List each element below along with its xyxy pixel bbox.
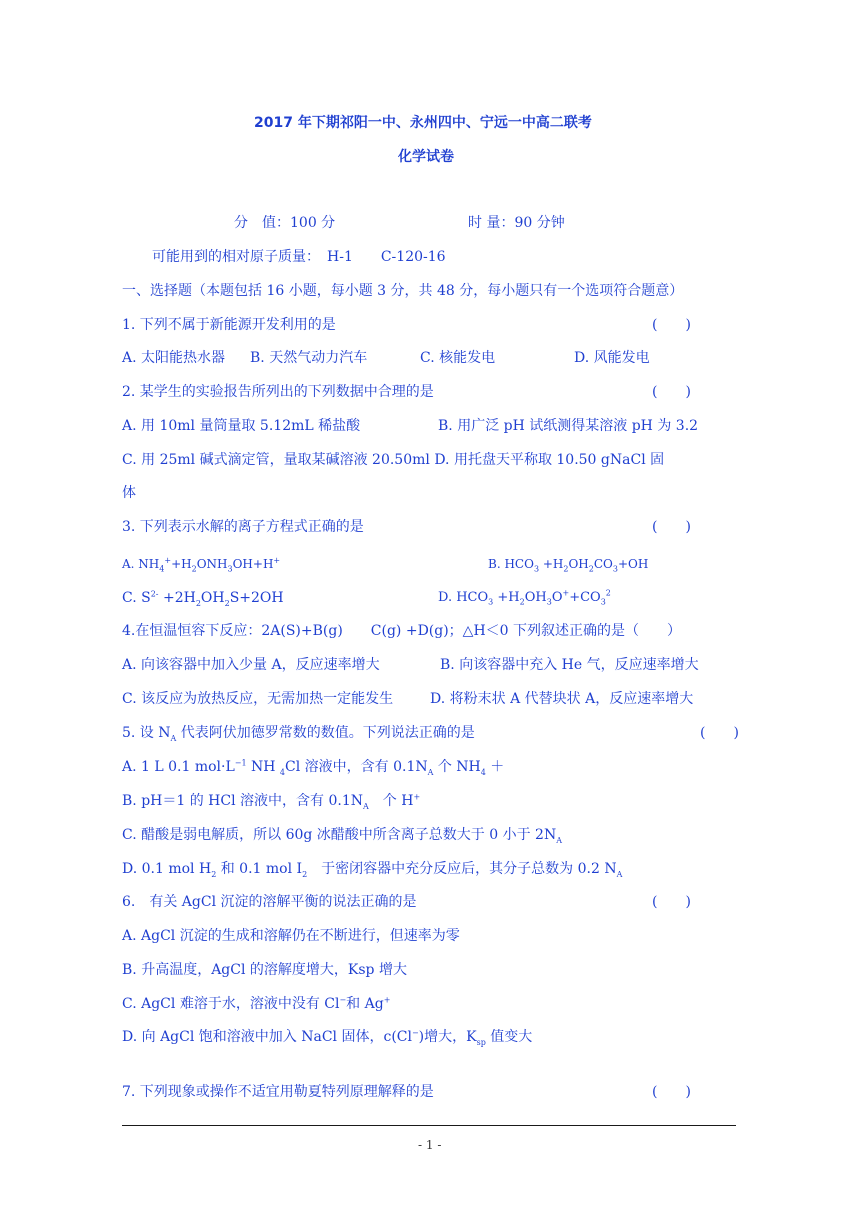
subscript: 2	[191, 564, 197, 574]
q3-option-a	[122, 555, 280, 573]
atomic-mass-info: 可能用到的相对原子质量： H-1 C-120-16	[152, 249, 446, 265]
equation-text: +H	[171, 557, 192, 571]
equation-text: O	[551, 590, 563, 605]
q3-option-b	[488, 555, 648, 573]
equation-text: S+2OH	[229, 590, 284, 606]
option-text: D. 向 AgCl 饱和溶液中加入 NaCl 固体，c(Cl	[122, 1029, 412, 1045]
equation-text: CO	[593, 557, 613, 571]
subscript: sp	[476, 1037, 486, 1047]
equation-text: +H	[493, 590, 520, 605]
question-6-stem: 6. 有关 AgCl 沉淀的溶解平衡的说法正确的是	[122, 894, 417, 910]
score-info: 分 值：100 分	[234, 215, 336, 231]
subscript: 3	[546, 597, 552, 607]
q5-option-b	[122, 792, 420, 810]
subscript: A	[616, 869, 623, 879]
page-number: - 1 -	[418, 1138, 442, 1152]
question-1-stem: 1. 下列不属于新能源开发利用的是	[122, 317, 336, 333]
subscript: 3	[227, 564, 233, 574]
superscript: −1	[234, 758, 247, 768]
q5-option-a	[122, 758, 504, 776]
answer-bracket: ( )	[652, 894, 691, 910]
subscript: 2	[563, 564, 569, 574]
equation-text: A. NH	[122, 557, 160, 571]
superscript: 2-	[150, 589, 159, 599]
exam-subtitle: 化学试卷	[398, 149, 454, 165]
option-text: NH	[246, 759, 280, 775]
question-7-stem: 7. 下列现象或操作不适宜用勒夏特列原理解释的是	[122, 1084, 434, 1100]
subscript: A	[556, 835, 562, 845]
superscript: +	[273, 556, 281, 565]
option-text: )增大，K	[418, 1029, 477, 1045]
q2-option-b: B. 用广泛 pH 试纸测得某溶液 pH 为 3.2	[438, 418, 699, 434]
subscript: 3	[612, 564, 618, 574]
equation-text: B. HCO	[488, 557, 534, 571]
option-text: 个 NH	[433, 759, 481, 775]
q2-option-cd: C. 用 25ml 碱式滴定管，量取某碱溶液 20.50ml D. 用托盘天平称取 10.50 gNaCl 固	[122, 452, 665, 468]
q4-option-c: C. 该反应为放热反应，无需加热一定能发生	[122, 691, 394, 707]
q6-option-b: B. 升高温度，AgCl 的溶解度增大，Ksp 增大	[122, 962, 407, 978]
stem-text: 5. 设 N	[122, 725, 171, 741]
equation-text: OH	[200, 590, 225, 606]
option-text: 值变大	[485, 1029, 533, 1045]
q5-option-c	[122, 826, 562, 844]
subscript: 2	[195, 598, 201, 608]
equation-text: +OH	[618, 557, 649, 571]
answer-bracket: ( )	[700, 725, 739, 741]
q6-option-d	[122, 1028, 532, 1046]
q3-option-c	[122, 589, 284, 607]
question-5-stem	[122, 724, 475, 742]
option-text: D. 0.1 mol H	[122, 861, 212, 877]
q1-option-d: D. 风能发电	[574, 350, 650, 366]
equation-text: OH	[568, 557, 589, 571]
footer-divider	[122, 1125, 736, 1126]
option-text: B. pH＝1 的 HCl 溶液中，含有 0.1N	[122, 793, 363, 809]
q1-option-c: C. 核能发电	[420, 350, 496, 366]
superscript: +	[562, 588, 570, 598]
question-4-stem: 4.在恒温恒容下反应：2A(S)+B(g) C(g) +D(g)；△H＜0 下列叙述正确的是（ ）	[122, 623, 682, 639]
equation-text: ONH	[196, 557, 228, 571]
subscript: 2	[302, 869, 308, 879]
subscript: A	[427, 767, 434, 777]
q3-option-d	[438, 589, 611, 607]
q5-option-d	[122, 860, 622, 878]
subscript: 2	[224, 598, 230, 608]
option-text: Cl 溶液中，含有 0.1N	[285, 759, 428, 775]
equation-text: +CO	[569, 590, 601, 605]
section-heading: 一、选择题（本题包括 16 小题，每小题 3 分，共 48 分，每小题只有一个选项符合题意）	[122, 283, 684, 299]
subscript: 2	[588, 564, 594, 574]
equation-text: D. HCO	[438, 590, 489, 605]
superscript: 2	[605, 588, 611, 598]
question-3-stem: 3. 下列表示水解的离子方程式正确的是	[122, 519, 364, 535]
q1-option-b: B. 天然气动力汽车	[250, 350, 368, 366]
subscript: A	[362, 801, 369, 811]
superscript: +	[164, 556, 172, 565]
option-text: 个 H	[368, 793, 414, 809]
answer-bracket: ( )	[652, 317, 691, 333]
q6-option-c	[122, 995, 390, 1013]
option-text: ＋	[485, 759, 505, 775]
subscript: A	[170, 733, 177, 743]
equation-text: C. S	[122, 590, 151, 606]
stem-text: 代表阿伏加德罗常数的数值。下列说法正确的是	[176, 725, 475, 741]
subscript: 3	[600, 597, 606, 607]
option-text: 和 Ag	[346, 996, 384, 1012]
option-text: C. AgCl 难溶于水，溶液中没有 Cl	[122, 996, 340, 1012]
superscript: +	[413, 792, 421, 802]
q4-option-d: D. 将粉末状 A 代替块状 A，反应速率增大	[430, 691, 694, 707]
equation-text: +2H	[158, 590, 196, 606]
subscript: 4	[480, 767, 486, 777]
q1-option-a: A. 太阳能热水器	[122, 350, 226, 366]
superscript: −	[411, 1028, 419, 1038]
subscript: 3	[488, 597, 494, 607]
q2-option-cd-wrap: 体	[122, 485, 136, 501]
q4-option-a: A. 向该容器中加入少量 A，反应速率增大	[122, 657, 380, 673]
exam-title: 2017 年下期祁阳一中、永州四中、宁远一中高二联考	[254, 115, 592, 131]
subscript: 4	[159, 564, 165, 574]
option-text: A. 1 L 0.1 mol·L	[122, 759, 235, 775]
option-text: 和 0.1 mol I	[216, 861, 303, 877]
equation-text: OH	[524, 590, 547, 605]
q6-option-a: A. AgCl 沉淀的生成和溶解仍在不断进行，但速率为零	[122, 928, 460, 944]
answer-bracket: ( )	[652, 519, 691, 535]
subscript: 2	[211, 869, 217, 879]
subscript: 3	[533, 564, 540, 574]
equation-text: +H	[539, 557, 564, 571]
question-2-stem: 2. 某学生的实验报告所列出的下列数据中合理的是	[122, 384, 434, 400]
answer-bracket: ( )	[652, 384, 691, 400]
option-text: C. 醋酸是弱电解质，所以 60g 冰醋酸中所含离子总数大于 0 小于 2N	[122, 827, 557, 843]
option-text: 于密闭容器中充分反应后，其分子总数为 0.2 N	[307, 861, 617, 877]
answer-bracket: ( )	[652, 1084, 691, 1100]
subscript: 4	[279, 767, 286, 777]
subscript: 2	[519, 597, 525, 607]
q2-option-a: A. 用 10ml 量筒量取 5.12mL 稀盐酸	[122, 418, 361, 434]
equation-text: OH+H	[232, 557, 274, 571]
superscript: −	[339, 995, 347, 1005]
superscript: +	[383, 995, 391, 1005]
time-info: 时 量：90 分钟	[468, 215, 565, 231]
q4-option-b: B. 向该容器中充入 He 气，反应速率增大	[440, 657, 699, 673]
